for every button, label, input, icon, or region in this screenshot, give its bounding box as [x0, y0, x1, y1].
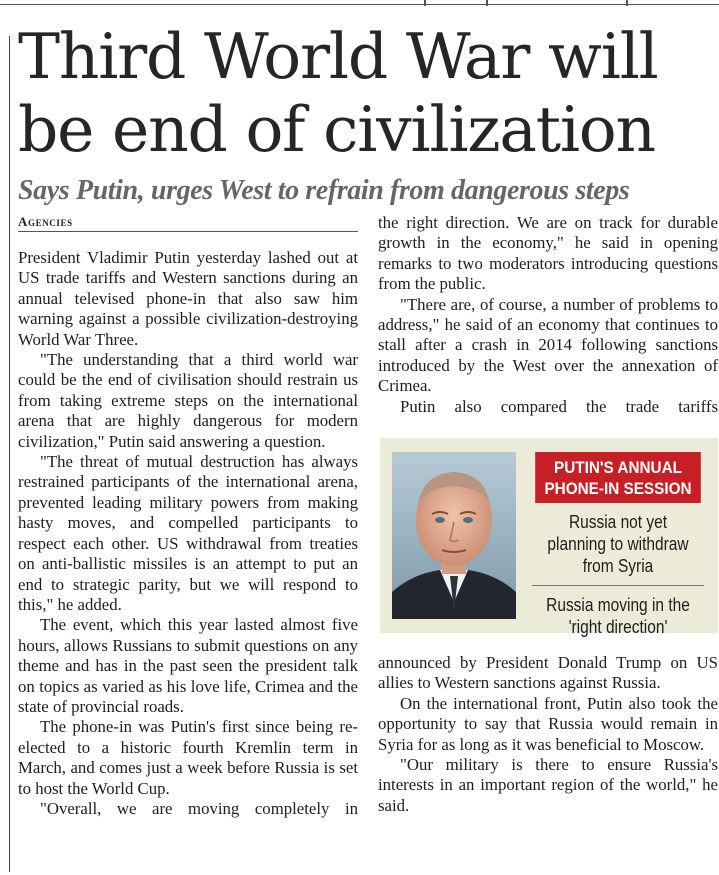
article-paragraph: "There are, of course, a number of problems to address," he said of an economy that continues to stall after a crash in 2014 following sanctions introduced by the West over the annexation of Crimea.: [378, 294, 718, 396]
inset-point-syria: Russia not yet planning to withdraw from Syria: [547, 512, 689, 576]
inset-panel: [526, 452, 710, 638]
tag-line-2: PHONE-IN SESSION: [544, 479, 692, 498]
article-paragraph: The event, which this year lasted almost five hours, allows Russians to submit questions on any theme and has in the past seen the president talk on topics as varied as his love life, Crimea and the state of provincial roads.: [18, 615, 358, 716]
article-paragraph: "The threat of mutual destruction has always restrained participants of the international arena, prevented leading military powers from making hasty moves, and compelled participants to respect each other. US withdrawal from treaties on anti-ballistic missiles is an attempt to put an end to strategic parity, but we will respond to this," he added.: [18, 452, 358, 614]
subheadline: Says Putin, urges West to refrain from dangerous steps: [18, 175, 630, 206]
article-paragraph: "The understanding that a third world war could be the end of civilisation should restrain us from taking extreme steps on the international arena that are highly dangerous for modern civilization," Putin said answering a question.: [18, 350, 358, 451]
top-rule-tick: [486, 0, 488, 6]
article-column-right-bottom: [378, 653, 718, 868]
byline: Agencies: [18, 214, 73, 229]
tag-line-1: PUTIN'S ANNUAL: [553, 458, 683, 477]
article-paragraph: "Overall, we are moving completely in: [40, 798, 358, 818]
article-paragraph: President Vladimir Putin yesterday lashed out at US trade tariffs and Western sanctions during an annual televised phone-in that also saw him warning against a possible civilization-destroying World War Three.: [18, 248, 358, 349]
headline-line-2: be end of civilization: [18, 93, 655, 166]
article-paragraph: announced by President Donald Trump on US allies to Western sanctions against Russia.: [378, 653, 718, 693]
portrait-image: [392, 452, 516, 619]
phone-in-tag: [535, 452, 701, 503]
headline-line-1: Third World War will: [18, 20, 658, 93]
top-rule-tick: [626, 0, 628, 6]
inset-divider: [532, 585, 704, 586]
article-paragraph: "Our military is there to ensure Russia's interests in an important region of the world," he said.: [378, 755, 718, 815]
article-paragraph: On the international front, Putin also took the opportunity to say that Russia would remain in Syria for as long as it was beneficial to Moscow.: [378, 693, 718, 754]
headline: [18, 20, 708, 166]
byline-rule: [18, 231, 358, 232]
top-rule-line: [0, 4, 719, 5]
inset-box: [380, 438, 718, 637]
article-column-left: [18, 248, 358, 868]
top-rule-tick: [424, 0, 426, 6]
column-rule: [9, 36, 10, 872]
article-paragraph: Putin also compared the trade tariffs: [400, 396, 718, 416]
putin-photo: [392, 452, 516, 619]
article-paragraph: the right direction. We are on track for durable growth in the economy," he said in opening remarks to two moderators introducing questions from the public.: [378, 213, 718, 294]
article-paragraph: The phone-in was Putin's first since being re-elected to a historic fourth Kremlin term in March, and comes just a week before Russia is set to host the World Cup.: [18, 717, 358, 798]
inset-point-direction: Russia moving in the 'right direction': [546, 595, 690, 637]
article-column-right-top: [378, 213, 718, 423]
page-top-rule: [0, 0, 719, 14]
